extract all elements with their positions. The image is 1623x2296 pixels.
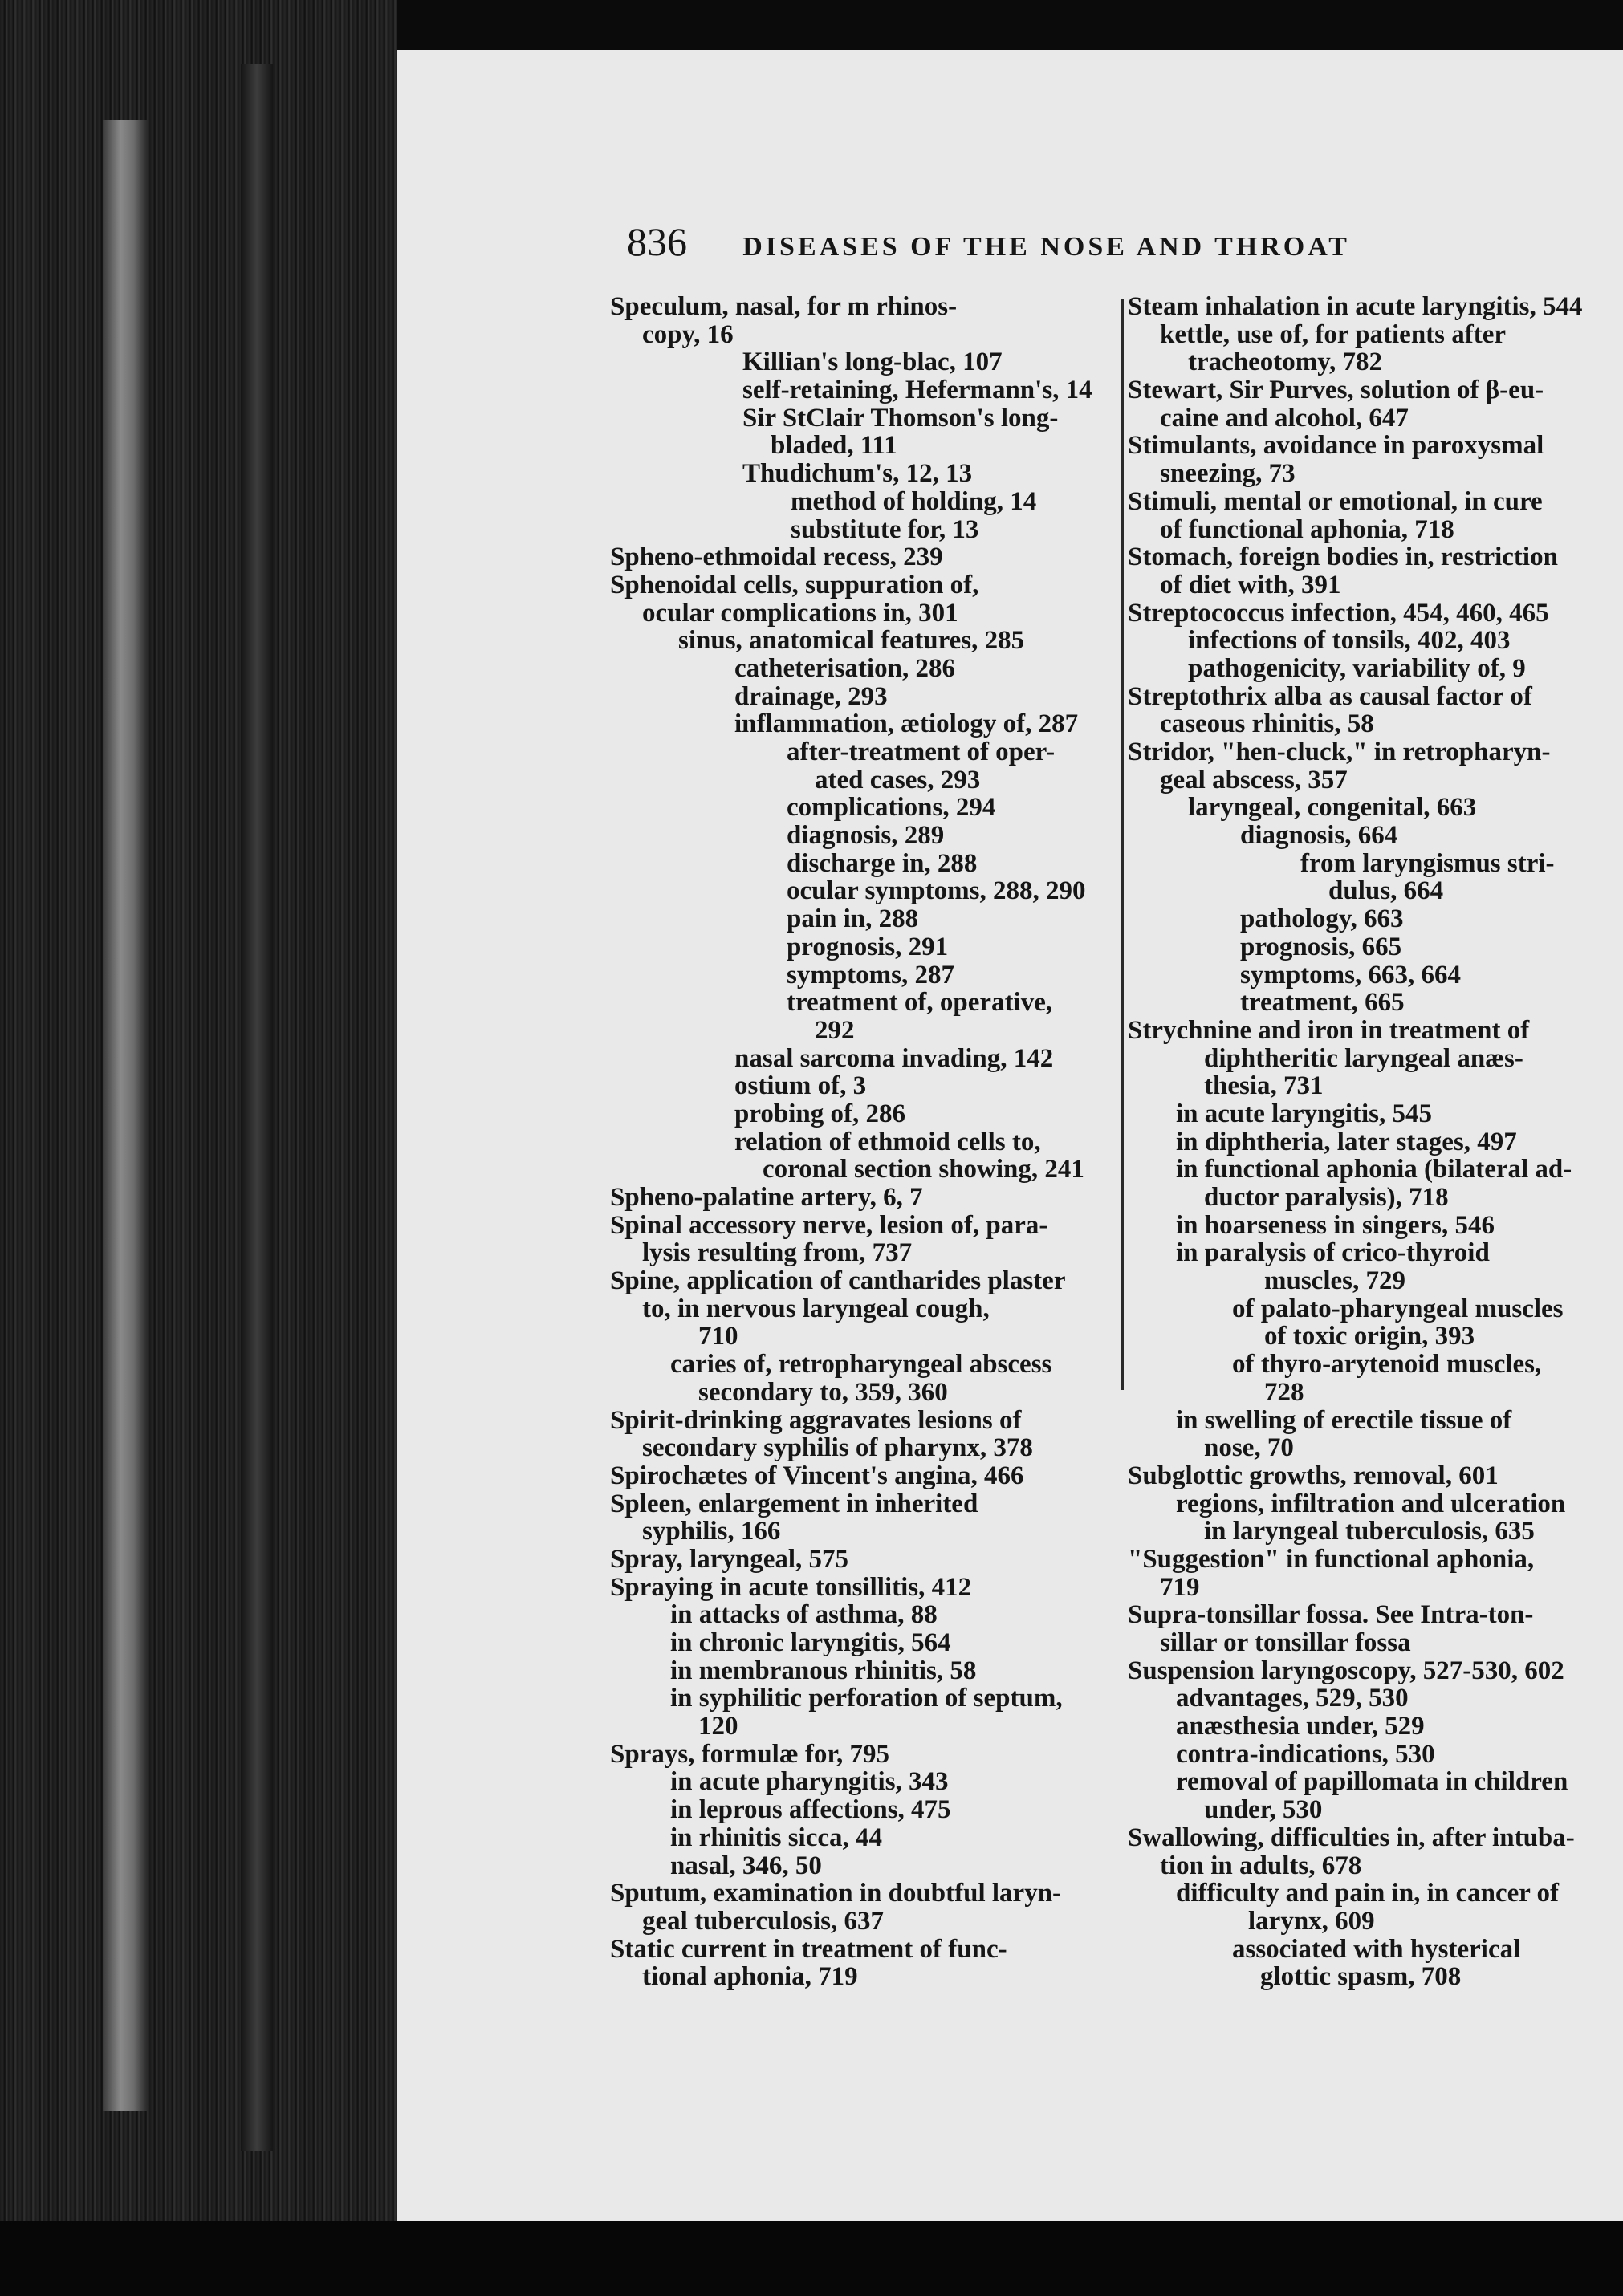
index-entry: diphtheritic laryngeal anæs- [1204, 1043, 1523, 1073]
index-entry: tional aphonia, 719 [642, 1962, 858, 1992]
index-entry: larynx, 609 [1248, 1906, 1375, 1936]
index-entry: dulus, 664 [1328, 876, 1444, 906]
index-entry: tracheotomy, 782 [1188, 347, 1382, 377]
index-entry: treatment of, operative, [787, 988, 1053, 1018]
index-entry: ostium of, 3 [734, 1071, 867, 1101]
index-entry: after-treatment of oper- [787, 738, 1056, 766]
index-entry: of thyro-arytenoid muscles, [1232, 1350, 1542, 1380]
index-entry: from laryngismus stri- [1300, 848, 1555, 878]
index-entry: in functional aphonia (bilateral ad- [1176, 1155, 1572, 1185]
index-entry: in paralysis of crico-thyroid [1176, 1238, 1490, 1268]
index-entry: 719 [1160, 1572, 1200, 1602]
index-entry: ductor paralysis), 718 [1204, 1183, 1449, 1212]
index-entry: Stimuli, mental or emotional, in cure [1128, 486, 1543, 516]
index-entry: Stewart, Sir Purves, solution of β-eu- [1128, 376, 1544, 405]
index-entry: inflammation, ætiology of, 287 [734, 709, 1079, 739]
book-edge-highlight [103, 120, 147, 2111]
index-entry: Spleen, enlargement in inherited [610, 1489, 978, 1518]
index-entry: bladed, 111 [771, 431, 897, 461]
index-entry: in hoarseness in singers, 546 [1176, 1210, 1495, 1240]
index-entry: of toxic origin, 393 [1264, 1322, 1475, 1351]
index-entry: ocular symptoms, 288, 290 [787, 876, 1086, 906]
index-entry: Sprays, formulæ for, 795 [610, 1739, 890, 1769]
index-entry: in syphilitic perforation of septum, [670, 1684, 1063, 1713]
index-entry: in rhinitis sicca, 44 [670, 1823, 883, 1852]
index-entry: 710 [698, 1322, 738, 1351]
index-entry: Subglottic growths, removal, 601 [1128, 1461, 1499, 1490]
index-entry: tion in adults, 678 [1160, 1851, 1362, 1880]
index-entry: in laryngeal tuberculosis, 635 [1204, 1517, 1535, 1546]
index-entry: sinus, anatomical features, 285 [678, 626, 1025, 656]
index-entry: probing of, 286 [734, 1099, 906, 1128]
index-entry: Spraying in acute tonsillitis, 412 [610, 1572, 972, 1602]
index-entry: in membranous rhinitis, 58 [670, 1656, 977, 1685]
index-entry: secondary to, 359, 360 [698, 1377, 948, 1407]
index-entry: 728 [1264, 1377, 1304, 1407]
index-entry: in acute pharyngitis, 343 [670, 1767, 949, 1797]
index-entry: Stridor, "hen-cluck," in retropharyn- [1128, 738, 1551, 766]
index-entry: in attacks of asthma, 88 [670, 1600, 938, 1630]
index-entry: prognosis, 665 [1240, 932, 1402, 961]
index-entry: caries of, retropharyngeal abscess [670, 1350, 1052, 1380]
index-entry: nasal, 346, 50 [670, 1851, 822, 1880]
index-entry: pathology, 663 [1240, 904, 1404, 934]
index-entry: Spheno-palatine artery, 6, 7 [610, 1183, 923, 1212]
index-entry: nose, 70 [1204, 1433, 1294, 1463]
index-entry: caine and alcohol, 647 [1160, 403, 1409, 433]
index-entry: Strychnine and iron in treatment of [1128, 1015, 1530, 1045]
index-entry: sillar or tonsillar fossa [1160, 1628, 1411, 1657]
index-entry: of palato-pharyngeal muscles [1232, 1294, 1564, 1323]
index-entry: Spirochætes of Vincent's angina, 466 [610, 1461, 1024, 1490]
index-entry: Sir StClair Thomson's long- [742, 403, 1059, 433]
index-entry: Spinal accessory nerve, lesion of, para- [610, 1210, 1048, 1240]
index-entry: removal of papillomata in children [1176, 1767, 1568, 1797]
index-entry: anæsthesia under, 529 [1176, 1712, 1425, 1741]
index-entry: method of holding, 14 [791, 486, 1037, 516]
index-entry: muscles, 729 [1264, 1266, 1405, 1296]
index-entry: glottic spasm, 708 [1260, 1962, 1462, 1992]
index-entry: Spine, application of cantharides plaster [610, 1266, 1066, 1296]
index-entry: ocular complications in, 301 [642, 598, 958, 628]
index-entry: in swelling of erectile tissue of [1176, 1405, 1512, 1435]
index-entry: substitute for, 13 [791, 514, 979, 544]
left-index-column [610, 293, 1092, 1991]
index-entry: geal tuberculosis, 637 [642, 1906, 884, 1936]
index-entry: laryngeal, congenital, 663 [1188, 793, 1477, 823]
index-entry: prognosis, 291 [787, 932, 949, 961]
index-entry: regions, infiltration and ulceration [1176, 1489, 1566, 1518]
index-entry: copy, 16 [642, 319, 734, 349]
index-entry: geal abscess, 357 [1160, 765, 1348, 794]
running-head: DISEASES OF THE NOSE AND THROAT [742, 232, 1350, 262]
index-entry: relation of ethmoid cells to, [734, 1127, 1041, 1156]
book-spine-band [241, 64, 273, 2151]
index-entry: difficulty and pain in, in cancer of [1176, 1879, 1560, 1908]
index-entry: infections of tonsils, 402, 403 [1188, 626, 1511, 656]
index-entry: in diphtheria, later stages, 497 [1176, 1127, 1517, 1156]
index-entry: thesia, 731 [1204, 1071, 1324, 1101]
index-entry: advantages, 529, 530 [1176, 1684, 1409, 1713]
index-entry: Sputum, examination in doubtful laryn- [610, 1879, 1062, 1908]
index-entry: "Suggestion" in functional aphonia, [1128, 1544, 1535, 1574]
index-entry: Suspension laryngoscopy, 527-530, 602 [1128, 1656, 1564, 1685]
page-edge-shadow [0, 0, 397, 2296]
index-entry: in acute laryngitis, 545 [1176, 1099, 1432, 1128]
index-entry: under, 530 [1204, 1795, 1323, 1825]
index-entry: lysis resulting from, 737 [642, 1238, 913, 1268]
index-entry: caseous rhinitis, 58 [1160, 709, 1374, 739]
index-entry: of functional aphonia, 718 [1160, 514, 1454, 544]
index-entry: Stimulants, avoidance in paroxysmal [1128, 431, 1544, 461]
index-entry: Sphenoidal cells, suppuration of, [610, 570, 979, 599]
index-entry: discharge in, 288 [787, 848, 978, 878]
index-entry: 120 [698, 1712, 738, 1741]
index-entry: complications, 294 [787, 793, 996, 823]
index-entry: associated with hysterical [1232, 1934, 1521, 1964]
index-entry: Thudichum's, 12, 13 [742, 459, 973, 489]
index-entry: ated cases, 293 [815, 765, 981, 794]
page-number: 836 [627, 219, 687, 264]
index-entry: in leprous affections, 475 [670, 1795, 951, 1825]
index-entry: drainage, 293 [734, 681, 888, 711]
index-entry: pathogenicity, variability of, 9 [1188, 653, 1526, 683]
index-entry: catheterisation, 286 [734, 653, 955, 683]
index-entry: sneezing, 73 [1160, 459, 1296, 489]
index-entry: contra-indications, 530 [1176, 1739, 1435, 1769]
index-entry: in chronic laryngitis, 564 [670, 1628, 951, 1657]
index-entry: self-retaining, Hefermann's, 14 [742, 376, 1092, 405]
index-entry: secondary syphilis of pharynx, 378 [642, 1433, 1033, 1463]
page-header [627, 218, 1462, 266]
index-entry: Stomach, foreign bodies in, restriction [1128, 543, 1558, 572]
index-entry: diagnosis, 289 [787, 821, 945, 851]
bottom-dark-band [0, 2221, 1623, 2296]
index-entry: nasal sarcoma invading, 142 [734, 1043, 1054, 1073]
index-entry: Killian's long-blac, 107 [742, 347, 1003, 377]
index-entry: Speculum, nasal, for m rhinos- [610, 292, 958, 321]
index-entry: to, in nervous laryngeal cough, [642, 1294, 990, 1323]
index-entry: Static current in treatment of func- [610, 1934, 1007, 1964]
index-entry: Spray, laryngeal, 575 [610, 1544, 849, 1574]
index-entry: coronal section showing, 241 [763, 1155, 1084, 1185]
index-entry: kettle, use of, for patients after [1160, 319, 1507, 349]
index-entry: Supra-tonsillar fossa. See Intra-ton- [1128, 1600, 1534, 1630]
index-entry: pain in, 288 [787, 904, 919, 934]
index-entry: symptoms, 663, 664 [1240, 960, 1462, 990]
index-entry: syphilis, 166 [642, 1517, 781, 1546]
index-entry: Steam inhalation in acute laryngitis, 544 [1128, 292, 1583, 321]
index-entry: Streptothrix alba as causal factor of [1128, 681, 1532, 711]
column-divider [1121, 299, 1124, 1390]
index-entry: diagnosis, 664 [1240, 821, 1398, 851]
index-entry: symptoms, 287 [787, 960, 955, 990]
index-entry: treatment, 665 [1240, 988, 1405, 1018]
right-index-column [1128, 293, 1619, 1991]
index-entry: Streptococcus infection, 454, 460, 465 [1128, 598, 1549, 628]
index-entry: of diet with, 391 [1160, 570, 1341, 599]
index-entry: Swallowing, difficulties in, after intuba- [1128, 1823, 1575, 1852]
index-entry: Spheno-ethmoidal recess, 239 [610, 543, 943, 572]
index-entry: 292 [815, 1015, 855, 1045]
index-entry: Spirit-drinking aggravates lesions of [610, 1405, 1022, 1435]
